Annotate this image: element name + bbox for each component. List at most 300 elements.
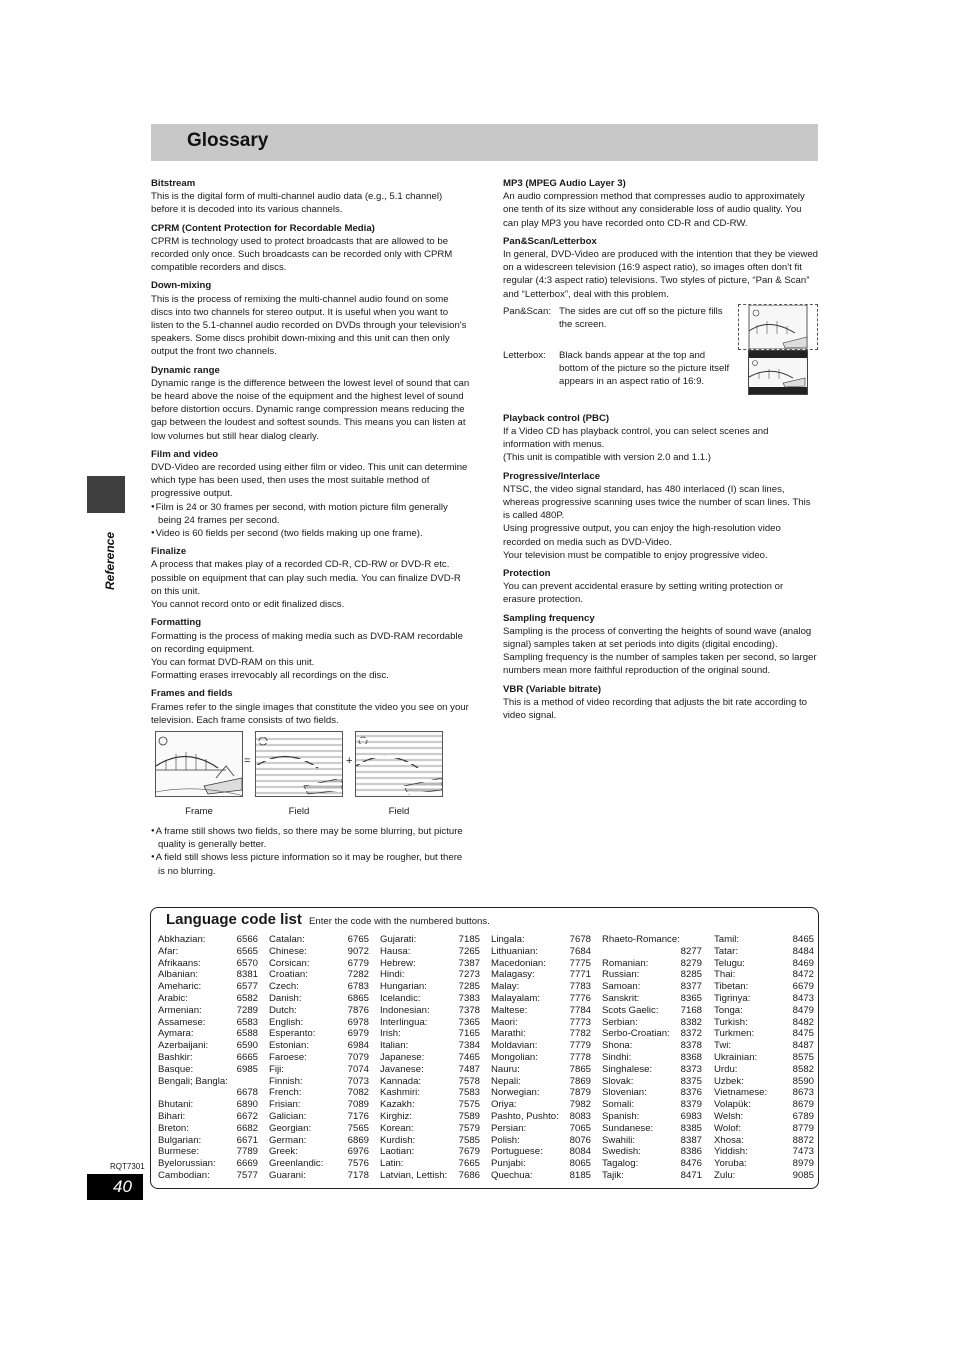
language-code: 7079 — [347, 1051, 369, 1063]
language-name: Tibetan: — [714, 981, 749, 993]
language-code: 6583 — [236, 1016, 258, 1028]
language-code: 8476 — [680, 1158, 702, 1170]
language-name: Breton: — [158, 1122, 189, 1134]
language-code: 7465 — [458, 1051, 480, 1063]
language-code: 7178 — [347, 1169, 369, 1181]
letterbox-text: Black bands appear at the top and bottom of the picture so the picture itself appears in an aspect ratio of 16:9. — [559, 349, 730, 388]
language-row — [380, 1052, 480, 1064]
language-name: Telugu: — [714, 957, 745, 969]
language-name: Hausa: — [380, 945, 411, 957]
language-code: 7089 — [347, 1099, 369, 1111]
language-name: Punjabi: — [491, 1158, 526, 1170]
language-code: 8368 — [680, 1051, 702, 1063]
language-name: Tigrinya: — [714, 992, 751, 1004]
language-row — [714, 981, 814, 993]
language-code: 7775 — [569, 957, 591, 969]
language-code: 8469 — [792, 957, 814, 969]
language-row — [714, 1135, 814, 1147]
language-row — [158, 934, 258, 946]
glossary-right-column — [503, 177, 818, 727]
language-name: Italian: — [380, 1040, 409, 1052]
language-code: 8484 — [792, 945, 814, 957]
language-code: 7778 — [569, 1051, 591, 1063]
language-name: Bulgarian: — [158, 1134, 202, 1146]
language-code: 8582 — [792, 1063, 814, 1075]
language-row — [380, 1170, 480, 1182]
language-row — [380, 1076, 480, 1088]
language-name: Somali: — [602, 1099, 634, 1111]
language-row — [602, 1087, 702, 1099]
equals-sign: = — [244, 754, 251, 767]
language-name: Hungarian: — [380, 981, 427, 993]
language-code: 8376 — [680, 1087, 702, 1099]
language-code: 8679 — [792, 1099, 814, 1111]
term-text: In general, DVD-Video are produced with the intention that they be viewed on a widescreen television (16:9 aspect ratio), so images often don't fit regular (4:3 aspect ratio) televisions. Two styles of picture, “Pan & Scan” and “Letterbox”, deal with this problem. — [503, 249, 819, 300]
document-code: RQT7301 — [110, 1162, 145, 1171]
language-name: Tamil: — [714, 934, 740, 945]
language-name: Sindhi: — [602, 1051, 632, 1063]
language-code: 7589 — [458, 1110, 480, 1122]
language-code: 8387 — [680, 1134, 702, 1146]
language-code: 7285 — [458, 981, 480, 993]
language-name: Tagalog: — [602, 1158, 639, 1170]
language-code: 8482 — [792, 1016, 814, 1028]
language-code: 7771 — [569, 969, 591, 981]
panscan-label: Pan&Scan: — [503, 305, 552, 317]
language-name: Ukrainian: — [714, 1051, 758, 1063]
language-code: 7176 — [347, 1110, 369, 1122]
language-row — [714, 1028, 814, 1040]
language-row — [491, 1076, 591, 1088]
language-row — [714, 1146, 814, 1158]
language-row — [602, 981, 702, 993]
language-row — [602, 1146, 702, 1158]
language-name: Welsh: — [714, 1110, 744, 1122]
language-code: 8185 — [569, 1169, 591, 1181]
language-name: Swahili: — [602, 1134, 636, 1146]
term-text: You can format DVD-RAM on this unit. — [151, 656, 315, 668]
language-name: Chinese: — [269, 945, 307, 957]
language-name: Oriya: — [491, 1099, 517, 1111]
language-code: 7779 — [569, 1040, 591, 1052]
language-name: Serbo-Croatian: — [602, 1028, 670, 1040]
language-row — [269, 1146, 369, 1158]
language-row — [158, 1076, 258, 1088]
language-row — [269, 1123, 369, 1135]
language-row — [158, 1052, 258, 1064]
language-code: 7265 — [458, 945, 480, 957]
term-text: Using progressive output, you can enjoy the high-resolution video recorded on media such as DVD-Video. — [503, 523, 781, 548]
term-text: DVD-Video are recorded using either film or video. This unit can determine which type has been used, then uses the most suitable method of progressive output. — [151, 462, 468, 500]
language-row — [269, 981, 369, 993]
language-code: 7074 — [347, 1063, 369, 1075]
entry-film-video — [151, 448, 471, 540]
term-title: Film and video — [151, 448, 219, 460]
language-row — [602, 1052, 702, 1064]
term-text: This is a method of video recording that adjusts the bit rate according to video signal. — [503, 696, 807, 722]
term-title: MP3 (MPEG Audio Layer 3) — [503, 178, 626, 189]
language-row — [269, 1076, 369, 1088]
language-name: Albanian: — [158, 969, 199, 981]
language-code: 7789 — [236, 1146, 258, 1158]
language-row — [158, 1017, 258, 1029]
language-name: Lingala: — [491, 934, 525, 945]
language-code: 7473 — [792, 1146, 814, 1158]
term-text: NTSC, the video signal standard, has 480 interlaced (I) scan lines, whereas progressive scanning uses twice the number of scan lines. This is called 480P. — [503, 483, 811, 522]
language-code: 7679 — [458, 1146, 480, 1158]
language-name: Singhalese: — [602, 1063, 653, 1075]
language-row — [158, 981, 258, 993]
term-title: Bitstream — [151, 178, 196, 189]
language-code: 6983 — [680, 1110, 702, 1122]
language-code: 6765 — [347, 934, 369, 945]
language-row — [380, 981, 480, 993]
language-code: 8471 — [680, 1169, 702, 1181]
language-name: Tonga: — [714, 1004, 743, 1016]
language-row — [380, 1158, 480, 1170]
language-code: 6865 — [347, 992, 369, 1004]
language-row — [269, 1064, 369, 1076]
language-row — [269, 1135, 369, 1147]
language-row — [491, 1111, 591, 1123]
language-code: 7577 — [236, 1169, 258, 1181]
term-text: This is the digital form of multi-channel audio data (e.g., 5.1 channel) before it is decoded into its various channels. — [151, 191, 443, 216]
language-code: 6565 — [236, 945, 258, 957]
language-row — [491, 981, 591, 993]
entry-protection — [503, 567, 818, 607]
language-code: 7487 — [458, 1063, 480, 1075]
entry-bitstream — [151, 177, 471, 217]
language-row — [269, 1052, 369, 1064]
language-code: 7289 — [236, 1004, 258, 1016]
term-text: Frames refer to the single images that constitute the video you see on your television. Each frame consists of two fields. — [151, 701, 469, 726]
language-name: Interlingua: — [380, 1016, 428, 1028]
language-row — [491, 993, 591, 1005]
language-code: 7784 — [569, 1004, 591, 1016]
language-code: 6985 — [236, 1063, 258, 1075]
language-code: 8590 — [792, 1075, 814, 1087]
language-row — [491, 946, 591, 958]
language-name: Slovenian: — [602, 1087, 647, 1099]
language-code: 6566 — [236, 934, 258, 945]
language-name: Latin: — [380, 1158, 404, 1170]
language-row — [158, 969, 258, 981]
language-code: 7982 — [569, 1099, 591, 1111]
term-title: VBR (Variable bitrate) — [503, 683, 602, 695]
language-name: Byelorussian: — [158, 1158, 216, 1170]
language-code: 8378 — [680, 1040, 702, 1052]
frame-image — [155, 731, 243, 797]
language-row — [269, 958, 369, 970]
language-code: 8285 — [680, 969, 702, 981]
term-text: This is the process of remixing the multi-channel audio found on some discs into two channels for stereo output. It is useful when you want to listen to the 5.1-channel audio recorded on DVDs through your television's speakers. Some discs prohibit down-mixing and this unit can then only output the front two channels. — [151, 293, 467, 358]
term-text: You can prevent accidental erasure by setting writing protection or erasure protection. — [503, 581, 784, 606]
language-name: Nauru: — [491, 1063, 520, 1075]
language-row — [269, 1170, 369, 1182]
language-name: Russian: — [602, 969, 640, 981]
language-name: Latvian, Lettish: — [380, 1169, 448, 1181]
language-code: 7578 — [458, 1075, 480, 1087]
language-name: Pashto, Pushto: — [491, 1110, 559, 1122]
field-image — [355, 731, 443, 797]
language-name: Basque: — [158, 1063, 194, 1075]
language-code: 7065 — [569, 1122, 591, 1134]
language-row — [491, 1158, 591, 1170]
language-code: 7879 — [569, 1087, 591, 1099]
language-name: Yiddish: — [714, 1146, 748, 1158]
language-name: Indonesian: — [380, 1004, 430, 1016]
language-code: 7282 — [347, 969, 369, 981]
language-name: Maori: — [491, 1016, 518, 1028]
language-row — [380, 1087, 480, 1099]
bullet-item: ● A field still shows less picture information so it may be rougher, but there is no blurring. — [151, 851, 471, 877]
language-name: Faroese: — [269, 1051, 307, 1063]
language-name: Kashmiri: — [380, 1087, 420, 1099]
language-row — [714, 1052, 814, 1064]
language-row — [491, 1123, 591, 1135]
language-name: Laotian: — [380, 1146, 415, 1158]
language-row — [602, 993, 702, 1005]
language-code: 8385 — [680, 1122, 702, 1134]
section-tab-block — [87, 476, 125, 513]
language-row — [602, 1135, 702, 1147]
language-name: Romanian: — [602, 957, 649, 969]
language-row — [269, 993, 369, 1005]
language-name: Cambodian: — [158, 1169, 210, 1181]
language-column — [158, 934, 258, 1182]
language-name: Armenian: — [158, 1004, 202, 1016]
term-title: Down-mixing — [151, 280, 212, 292]
language-name: Turkmen: — [714, 1028, 755, 1040]
language-row — [269, 1099, 369, 1111]
language-code: 7576 — [347, 1158, 369, 1170]
language-row — [602, 1005, 702, 1017]
language-row — [491, 1064, 591, 1076]
language-code: 6779 — [347, 957, 369, 969]
language-name: German: — [269, 1134, 307, 1146]
language-name: Catalan: — [269, 934, 305, 945]
language-row — [269, 1087, 369, 1099]
bullet-item: ● A frame still shows two fields, so there may be some blurring, but picture quality is generally better. — [151, 825, 471, 851]
language-name: Marathi: — [491, 1028, 526, 1040]
language-code: 6590 — [236, 1040, 258, 1052]
language-name: Korean: — [380, 1122, 414, 1134]
language-code: 7384 — [458, 1040, 480, 1052]
language-name: Bengali; Bangla: — [158, 1075, 228, 1087]
language-code: 8575 — [792, 1051, 814, 1063]
language-name: Tajik: — [602, 1169, 624, 1181]
language-code: 7585 — [458, 1134, 480, 1146]
term-title: Protection — [503, 568, 551, 580]
language-code: 8872 — [792, 1134, 814, 1146]
language-row — [714, 1099, 814, 1111]
term-title: Dynamic range — [151, 364, 220, 376]
language-row — [602, 969, 702, 981]
language-code: 6976 — [347, 1146, 369, 1158]
language-name: Bihari: — [158, 1110, 186, 1122]
language-code: 7782 — [569, 1028, 591, 1040]
language-code: 8479 — [792, 1004, 814, 1016]
language-row — [158, 1099, 258, 1111]
language-name: Lithuanian: — [491, 945, 538, 957]
language-name: Afrikaans: — [158, 957, 201, 969]
language-code: 6679 — [792, 981, 814, 993]
language-row — [714, 934, 814, 946]
language-row — [491, 1170, 591, 1182]
term-title: Formatting — [151, 617, 202, 629]
language-row — [269, 1111, 369, 1123]
language-name: Norwegian: — [491, 1087, 540, 1099]
language-row — [269, 1017, 369, 1029]
language-code: 6783 — [347, 981, 369, 993]
language-row — [158, 1146, 258, 1158]
term-title: Progressive/Interlace — [503, 470, 601, 482]
language-name: Twi: — [714, 1040, 732, 1052]
term-title: Finalize — [151, 546, 187, 558]
language-row — [602, 934, 702, 946]
language-code: 8779 — [792, 1122, 814, 1134]
language-code: 6978 — [347, 1016, 369, 1028]
language-row — [269, 1005, 369, 1017]
entry-panscan-letterbox — [503, 235, 818, 407]
term-text: Your television must be compatible to enjoy progressive video. — [503, 549, 768, 561]
language-code: 8673 — [792, 1087, 814, 1099]
term-text: A process that makes play of a recorded CD-R, CD-RW or DVD-R etc. possible on equipment that can play such media. You can finalize DVD-R on this unit. — [151, 559, 461, 597]
language-code-list — [150, 907, 819, 1189]
language-code-subtitle: Enter the code with the numbered buttons. — [309, 916, 490, 927]
language-code: 7575 — [458, 1099, 480, 1111]
language-code: 8373 — [680, 1063, 702, 1075]
language-name: Afar: — [158, 945, 179, 957]
language-row — [380, 1040, 480, 1052]
language-row — [491, 1146, 591, 1158]
language-row — [380, 1135, 480, 1147]
entry-finalize — [151, 545, 471, 611]
language-name: Malayalam: — [491, 992, 541, 1004]
language-name: Uzbek: — [714, 1075, 744, 1087]
language-row — [380, 1064, 480, 1076]
language-name: Gujarati: — [380, 934, 417, 945]
language-name: Kirghiz: — [380, 1110, 412, 1122]
language-name: Sundanese: — [602, 1122, 654, 1134]
language-row — [491, 1052, 591, 1064]
entry-downmixing — [151, 279, 471, 358]
language-row — [158, 1040, 258, 1052]
language-name: Esperanto: — [269, 1028, 316, 1040]
language-name: Vietnamese: — [714, 1087, 768, 1099]
language-row — [269, 946, 369, 958]
language-name: Icelandic: — [380, 992, 421, 1004]
language-row — [158, 1005, 258, 1017]
language-code: 6682 — [236, 1122, 258, 1134]
language-row — [158, 1087, 258, 1099]
language-row — [491, 1005, 591, 1017]
language-name: Bhutani: — [158, 1099, 194, 1111]
language-row — [491, 958, 591, 970]
language-code: 7073 — [347, 1075, 369, 1087]
language-name: Greenlandic: — [269, 1158, 324, 1170]
language-code: 7082 — [347, 1087, 369, 1099]
language-row — [491, 1040, 591, 1052]
language-row — [714, 1017, 814, 1029]
language-name: Corsican: — [269, 957, 310, 969]
language-row — [714, 1076, 814, 1088]
header-bar — [151, 124, 818, 161]
language-row — [714, 958, 814, 970]
language-column — [269, 934, 369, 1182]
entry-mp3 — [503, 177, 818, 230]
language-row — [380, 1028, 480, 1040]
language-name: Slovak: — [602, 1075, 634, 1087]
term-text: Formatting erases irrevocably all recordings on the disc. — [151, 670, 389, 682]
language-name: Xhosa: — [714, 1134, 744, 1146]
language-name: Nepali: — [491, 1075, 521, 1087]
language-name: Samoan: — [602, 981, 641, 993]
language-code: 7678 — [569, 934, 591, 945]
entry-vbr — [503, 683, 818, 723]
term-title: Frames and fields — [151, 688, 233, 700]
language-code: 8979 — [792, 1158, 814, 1170]
language-code: 7273 — [458, 969, 480, 981]
language-name: Kannada: — [380, 1075, 422, 1087]
language-code: 6671 — [236, 1134, 258, 1146]
language-row — [491, 1087, 591, 1099]
language-code: 6678 — [236, 1087, 258, 1099]
language-code: 6869 — [347, 1134, 369, 1146]
language-row — [158, 1028, 258, 1040]
language-name: English: — [269, 1016, 304, 1028]
language-row — [602, 1064, 702, 1076]
language-code: 8472 — [792, 969, 814, 981]
language-name: Ameharic: — [158, 981, 202, 993]
language-name: Zulu: — [714, 1169, 736, 1181]
bullet-item: ● Film is 24 or 30 frames per second, with motion picture film generally being 24 frames per second. — [151, 501, 471, 527]
language-code: 7684 — [569, 945, 591, 957]
language-name: Fiji: — [269, 1063, 284, 1075]
language-name: Yoruba: — [714, 1158, 747, 1170]
caption-field: Field — [288, 805, 310, 817]
language-name: Spanish: — [602, 1110, 640, 1122]
entry-sampling — [503, 612, 818, 678]
language-row — [714, 969, 814, 981]
language-row — [269, 1028, 369, 1040]
language-row — [269, 934, 369, 946]
page-number: 40 — [87, 1174, 143, 1200]
entry-progressive — [503, 470, 818, 562]
language-code: 7165 — [458, 1028, 480, 1040]
language-code: 6669 — [236, 1158, 258, 1170]
language-name: Hindi: — [380, 969, 405, 981]
language-name: French: — [269, 1087, 302, 1099]
language-name: Guarani: — [269, 1169, 306, 1181]
language-code: 8083 — [569, 1110, 591, 1122]
language-code: 8084 — [569, 1146, 591, 1158]
language-row — [602, 958, 702, 970]
entry-dynamic-range — [151, 364, 471, 443]
language-code: 8473 — [792, 992, 814, 1004]
language-row — [602, 946, 702, 958]
language-row — [380, 993, 480, 1005]
language-name: Frisian: — [269, 1099, 301, 1111]
language-code: 6665 — [236, 1051, 258, 1063]
language-name: Javanese: — [380, 1063, 424, 1075]
language-row — [602, 1158, 702, 1170]
term-title: CPRM (Content Protection for Recordable Media) — [151, 222, 375, 234]
language-name: Arabic: — [158, 992, 188, 1004]
language-name: Galician: — [269, 1110, 307, 1122]
language-code: 8065 — [569, 1158, 591, 1170]
language-row — [158, 1111, 258, 1123]
